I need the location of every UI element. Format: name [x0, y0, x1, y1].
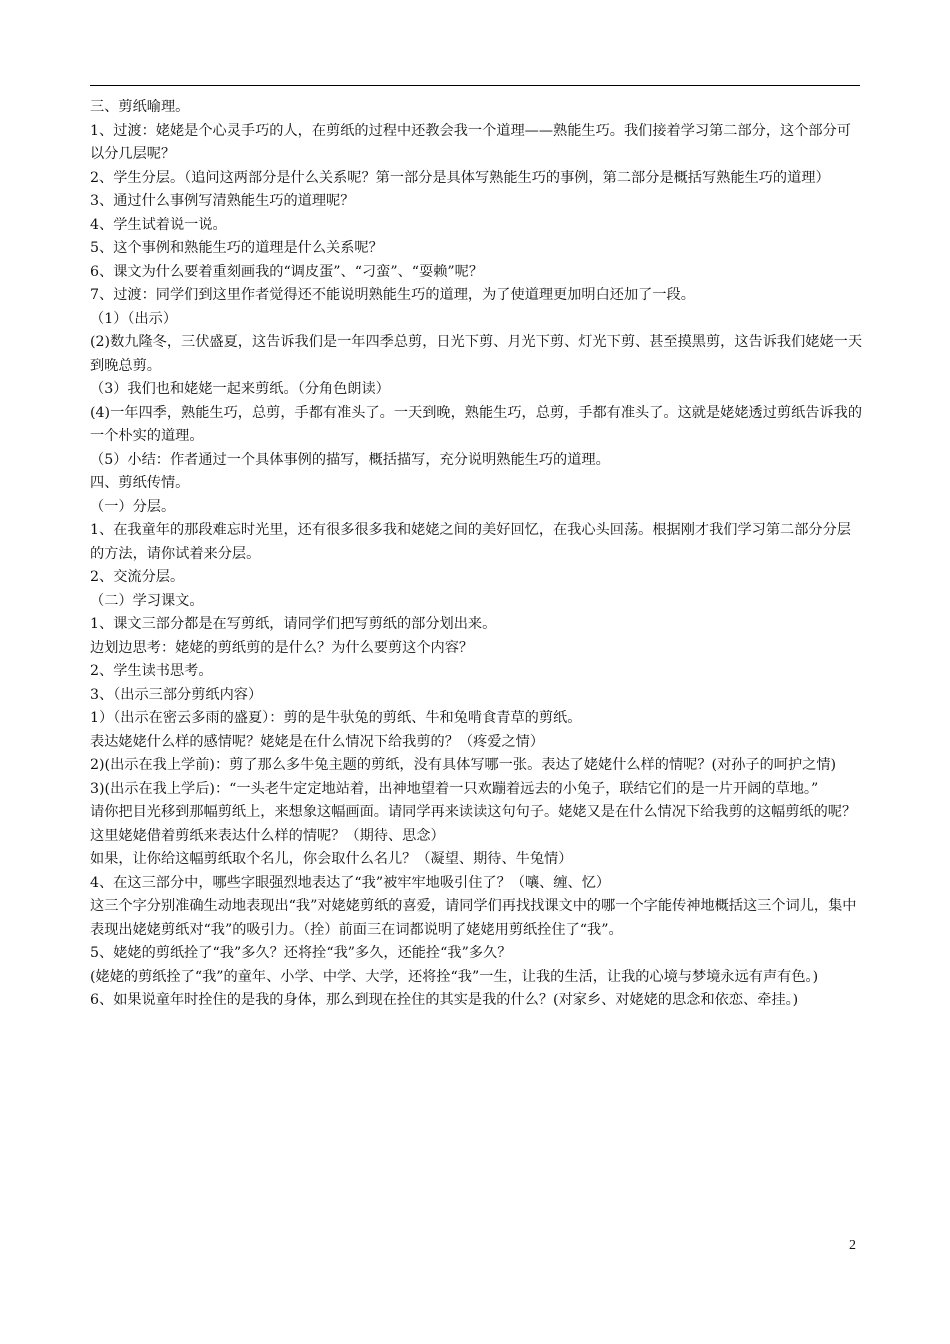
- paragraph: 2、学生读书思考。: [90, 663, 213, 679]
- paragraph: (4)一年四季，熟能生巧，总剪，手都有准头了。一天到晚，熟能生巧，总剪，手都有准头了。这就是姥姥透过剪纸告诉我的一个朴实的道理。: [90, 404, 863, 444]
- paragraph: （5）小结：作者通过一个具体事例的描写，概括描写，充分说明熟能生巧的道理。: [90, 451, 610, 468]
- section-heading: 三、剪纸喻理。: [90, 99, 190, 115]
- paragraph: 3、通过什么事例写清熟能生巧的道理呢？: [90, 193, 355, 209]
- header-rule: [90, 85, 860, 86]
- paragraph: 边划边思考：姥姥的剪纸剪的是什么？为什么要剪这个内容？: [90, 639, 474, 656]
- paragraph: 2、学生分层。（追问这两部分是什么关系呢？第一部分是具体写熟能生巧的事例，第二部分是概括写熟能生巧的道理）: [90, 169, 830, 186]
- paragraph: 4、在这三部分中，哪些字眼强烈地表达了“我”被牢牢地吸引住了？（嚷、缠、忆）: [90, 874, 611, 891]
- paragraph: 5、姥姥的剪纸拴了“我”多久？还将拴“我”多久，还能拴“我”多久？: [90, 945, 512, 961]
- subsection-heading: （一）分层。: [90, 498, 176, 515]
- paragraph: 1、在我童年的那段难忘时光里，还有很多很多我和姥姥之间的美好回忆，在我心头回荡。根据刚才我们学习第二部分分层的方法，请你试着来分层。: [90, 522, 851, 562]
- paragraph: 表达姥姥什么样的感情呢？姥姥是在什么情况下给我剪的？（疼爱之情）: [90, 733, 545, 750]
- paragraph: 1、过渡：姥姥是个心灵手巧的人，在剪纸的过程中还教会我一个道理——熟能生巧。我们接着学习第二部分，这个部分可以分几层呢？: [90, 122, 851, 162]
- section-heading: 四、剪纸传情。: [90, 475, 190, 491]
- paragraph: 6、如果说童年时拴住的是我的身体，那么到现在拴住的其实是我的什么？(对家乡、对姥姥的思念和依恋、牵挂。): [90, 992, 799, 1008]
- subsection-heading: （二）学习课文。: [90, 592, 204, 609]
- paragraph: 2)(出示在我上学前)：剪了那么多牛兔主题的剪纸，没有具体写哪一张。表达了姥姥什么样的情呢？(对孙子的呵护之情): [90, 757, 837, 773]
- paragraph: 1、课文三部分都是在写剪纸，请同学们把写剪纸的部分划出来。: [90, 616, 497, 632]
- paragraph: 3、（出示三部分剪纸内容）: [90, 686, 263, 703]
- paragraph: 2、交流分层。: [90, 569, 185, 585]
- paragraph: 1）（出示在密云多雨的盛夏）：剪的是牛驮兔的剪纸、牛和兔啃食青草的剪纸。: [90, 710, 582, 726]
- paragraph: 6、课文为什么要着重刻画我的“调皮蛋”、“刁蛮”、“耍赖”呢？: [90, 263, 484, 280]
- paragraph: 请你把目光移到那幅剪纸上，来想象这幅画面。请同学再来读读这句句子。姥姥又是在什么情况下给我剪的这幅剪纸的呢？: [90, 804, 857, 820]
- paragraph: 如果，让你给这幅剪纸取个名儿，你会取什么名儿？（凝望、期待、牛兔情）: [90, 851, 573, 867]
- paragraph: 这里姥姥借着剪纸来表达什么样的情呢？（期待、思念）: [90, 827, 445, 844]
- paragraph: (2)数九隆冬，三伏盛夏，这告诉我们是一年四季总剪，日光下剪、月光下剪、灯光下剪、甚至摸黑剪，这告诉我们姥姥一天到晚总剪。: [90, 334, 863, 374]
- document-body: [90, 96, 865, 1013]
- paragraph: (姥姥的剪纸拴了“我”的童年、小学、中学、大学，还将拴“我”一生，让我的生活，让我的心境与梦境永远有声有色。): [90, 968, 819, 985]
- paragraph: 5、这个事例和熟能生巧的道理是什么关系呢？: [90, 240, 383, 256]
- paragraph: 7、过渡：同学们到这里作者觉得还不能说明熟能生巧的道理，为了使道理更加明白还加了一段。: [90, 287, 695, 303]
- page-number: 2: [849, 1238, 856, 1253]
- paragraph: （1）（出示）: [90, 310, 178, 327]
- paragraph: 3)(出示在我上学后)：“一头老牛定定地站着，出神地望着一只欢蹦着远去的小兔子，联结它们的是一片开阔的草地。”: [90, 780, 819, 797]
- paragraph: 4、学生试着说一说。: [90, 216, 227, 233]
- paragraph: （3）我们也和姥姥一起来剪纸。（分角色朗读）: [90, 381, 390, 397]
- paragraph: 这三个字分别准确生动地表现出“我”对姥姥剪纸的喜爱，请同学们再找找课文中的哪一个字能传神地概括这三个词儿，集中表现出姥姥剪纸对“我”的吸引力。（拴）前面三在词都说明了姥姥用剪纸拴住了“我”。: [90, 898, 857, 938]
